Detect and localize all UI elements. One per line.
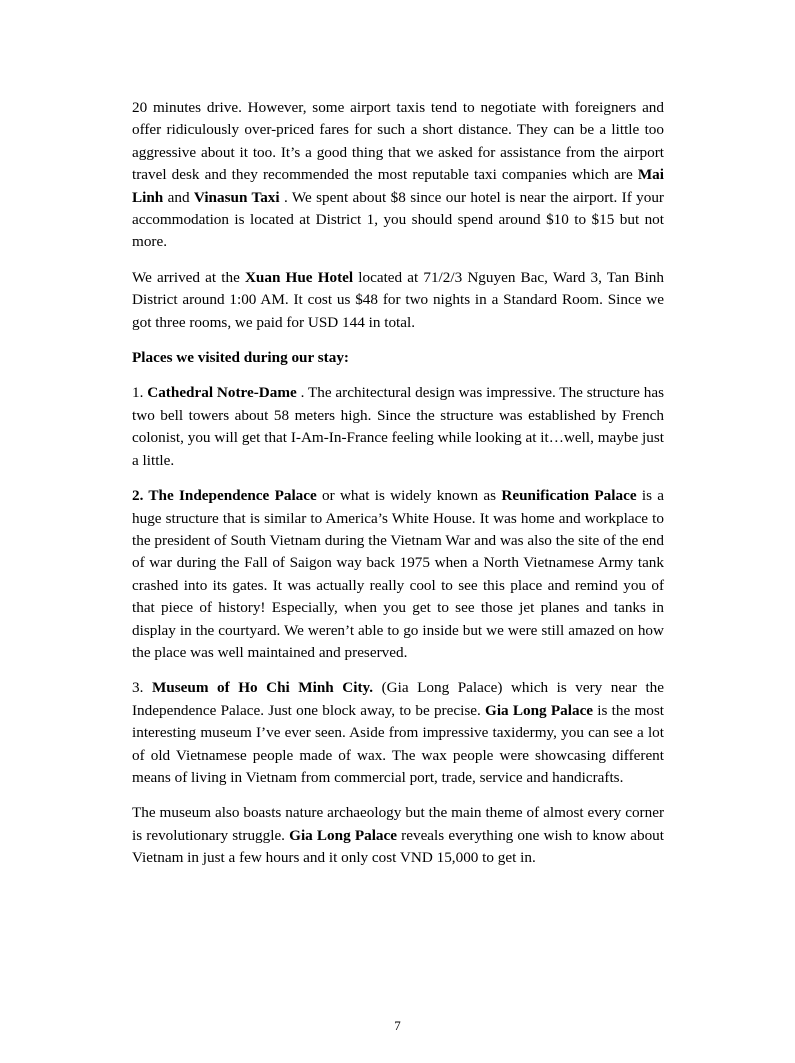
page-number: 7	[394, 1018, 401, 1033]
place-reunification-palace: Reunification Palace	[501, 487, 637, 505]
paragraph-museum	[132, 677, 664, 789]
place-gia-long-palace: Gia Long Palace	[289, 826, 398, 844]
place-independence-palace: 2. The Independence Palace	[132, 487, 317, 505]
taxi-company-mai-linh: Mai Linh	[132, 166, 664, 206]
section-heading: Places we visited during our stay:	[132, 349, 349, 367]
text-run: . We spent about $8 since our hotel is near the airport. If your accommodation is located at District 1, you should spend around $10 to $15 but not more.	[132, 188, 664, 251]
paragraph-independence-palace	[132, 485, 664, 664]
text-run: 1.	[132, 384, 148, 402]
text-run: We arrived at the	[132, 268, 245, 286]
text-run: The museum also boasts nature archaeology but the main theme of almost every corner is revolutionary struggle.	[132, 804, 664, 844]
place-cathedral: Cathedral Notre-Dame	[147, 384, 297, 402]
text-run: located at 71/2/3 Nguyen Bac, Ward 3, Tan Binh District around 1:00 AM. It cost us $48 for two nights in a Standard Room. Since we got three rooms, we paid for USD 144 in total.	[132, 268, 664, 331]
hotel-name: Xuan Hue Hotel	[244, 268, 354, 286]
taxi-company-vinasun: Vinasun Taxi	[193, 188, 280, 206]
text-run: 3.	[132, 679, 152, 697]
place-museum: Museum of Ho Chi Minh City.	[151, 679, 374, 697]
text-run: is a huge structure that is similar to America’s White House. It was home and workplace to the president of South Vietnam during the Vietnam War and was also the site of the end of war during the Fall of Saigon way back 1975 when a North Vietnamese Army tank crashed into its gates. It was actually really cool to see this place and remind you of that piece of history! Especially, when you get to see those jet planes and tanks in display in the courtyard. We weren’t able to go inside but we were still amazed on how the place was well maintained and preserved.	[132, 487, 664, 661]
place-gia-long-palace: Gia Long Palace	[485, 701, 594, 719]
text-run: 20 minutes drive. However, some airport taxis tend to negotiate with foreigners and offer ridiculously over-priced fares for such a short distance. They can be a little too aggressive about it too. It’s a good thing that we asked for assistance from the airport travel desk and they recommended the most reputable taxi companies which are	[132, 99, 664, 184]
text-run: . The architectural design was impressive. The structure has two bell towers about 58 meters high. Since the structure was established by French colonist, you will get that I-Am-In-France feeling while looking at it…well, maybe just a little.	[132, 384, 664, 469]
text-run: (Gia Long Palace) which is very near the Independence Palace. Just one block away, to be precise.	[132, 679, 665, 719]
paragraph-hotel	[132, 267, 664, 334]
paragraph-taxi	[132, 97, 664, 254]
text-run: and	[163, 188, 194, 206]
paragraph-cathedral	[132, 382, 664, 472]
text-run: is the most interesting museum I’ve ever seen. Aside from impressive taxidermy, you can see a lot of old Vietnamese people made of wax. The wax people were showcasing different means of living in Vietnam from commercial port, trade, service and handicrafts.	[132, 701, 665, 786]
document-page	[132, 97, 664, 883]
text-run: reveals everything one wish to know about Vietnam in just a few hours and it only cost VND 15,000 to get in.	[132, 826, 664, 867]
text-run: or what is widely known as	[316, 487, 502, 505]
paragraph-museum-details	[132, 802, 664, 869]
